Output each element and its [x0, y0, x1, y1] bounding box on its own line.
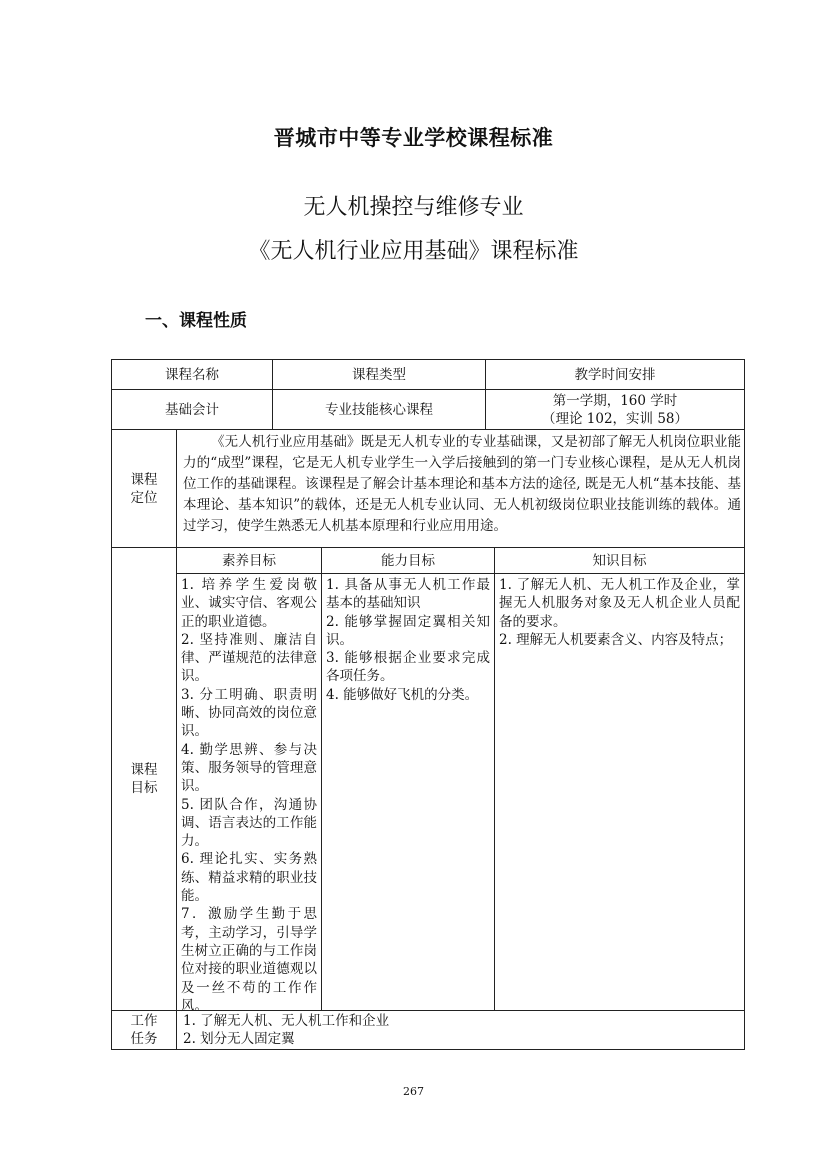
ability-goal-item: 1. 具备从事无人机工作最基本的基础知识 — [326, 577, 490, 612]
quality-goal-item: 2. 坚持准则、廉洁自律、严谨规范的法律意识。 — [181, 631, 317, 685]
knowledge-goal-item: 1. 了解无人机、无人机工作及企业，掌握无人机服务对象及无人机企业人员配备的要求。 — [499, 577, 740, 630]
quality-goal-item: 5. 团队合作，沟通协调、语言表达的工作能力。 — [181, 796, 317, 850]
document-course-title: 《无人机行业应用基础》课程标准 — [248, 239, 579, 264]
header-schedule: 教学时间安排 — [485, 359, 745, 390]
document-school-title: 晋城市中等专业学校课程标准 — [273, 126, 554, 150]
goals-label — [111, 547, 177, 1011]
course-type-value: 专业技能核心课程 — [272, 389, 486, 430]
page-number: 267 — [403, 1085, 424, 1098]
course-name-value: 基础会计 — [111, 389, 273, 430]
positioning-label-line-1: 课程 — [130, 471, 158, 488]
positioning-text — [183, 432, 741, 537]
goals-label-line-1: 课程 — [130, 762, 158, 778]
header-course-name: 课程名称 — [111, 359, 273, 390]
positioning-label-line-2: 定位 — [130, 489, 158, 506]
ability-goal-item: 2. 能够掌握固定翼相关知识。 — [326, 613, 490, 648]
tasks-list — [183, 1012, 389, 1048]
knowledge-goal-item: 2. 理解无人机要素含义、内容及特点； — [499, 631, 733, 648]
quality-goal-item: 4. 勤学思辨、参与决策、服务领导的管理意识。 — [181, 741, 317, 795]
goals-header-knowledge: 知识目标 — [494, 547, 745, 574]
task-item: 2. 划分无人固定翼 — [183, 1031, 295, 1047]
quality-goal-item: 3. 分工明确、职责明晰、协同高效的岗位意识。 — [181, 686, 317, 740]
tasks-label-line-1: 工作 — [130, 1013, 158, 1029]
knowledge-goals-list — [499, 576, 740, 649]
quality-goal-item: 6. 理论扎实、实务熟练、精益求精的职业技能。 — [181, 851, 317, 905]
positioning-label — [111, 429, 177, 548]
schedule-line-2: （理论 102，实训 58） — [541, 410, 689, 427]
ability-goal-item: 3. 能够根据企业要求完成各项任务。 — [326, 650, 490, 685]
schedule-line-1: 第一学期，160 学时 — [552, 392, 678, 409]
ability-goals-list — [326, 576, 490, 704]
tasks-label-line-2: 任务 — [130, 1031, 158, 1047]
goals-header-ability: 能力目标 — [321, 547, 495, 574]
document-major-title: 无人机操控与维修专业 — [303, 195, 524, 220]
schedule-value — [485, 389, 745, 430]
quality-goal-item: 7．激励学生勤于思考，主动学习，引导学生树立正确的与工作岗位对接的职业道德观以及一丝不苟的工作作风。 — [181, 906, 317, 1014]
quality-goal-item: 1. 培养学生爱岗敬业、诚实守信、客观公正的职业道德。 — [181, 577, 317, 630]
section-heading: 一、课程性质 — [145, 311, 247, 331]
quality-goals-list — [181, 576, 317, 1015]
goals-label-line-2: 目标 — [130, 780, 158, 796]
goals-header-quality: 素养目标 — [176, 547, 322, 574]
ability-goal-item: 4. 能够做好飞机的分类。 — [326, 686, 479, 703]
header-course-type: 课程类型 — [272, 359, 486, 390]
task-item: 1. 了解无人机、无人机工作和企业 — [183, 1013, 390, 1029]
tasks-label — [111, 1010, 177, 1050]
positioning-paragraph: 《无人机行业应用基础》既是无人机专业的专业基础课，又是初部了解无人机岗位职业能力的“成型”课程，它是无人机专业学生一入学后接触到的第一门专业核心课程，是从无人机岗位工作的基础课程。该课程是了解会计基本理论和基本方法的途径, 既是无人机“基本技能、基本理论、基本知识”的载体，还是无人机专业认同、无人机初级岗位职业技能训练的载体。通过学习，使学生熟悉无人机基本原理和行业应用用途。 — [183, 434, 741, 534]
